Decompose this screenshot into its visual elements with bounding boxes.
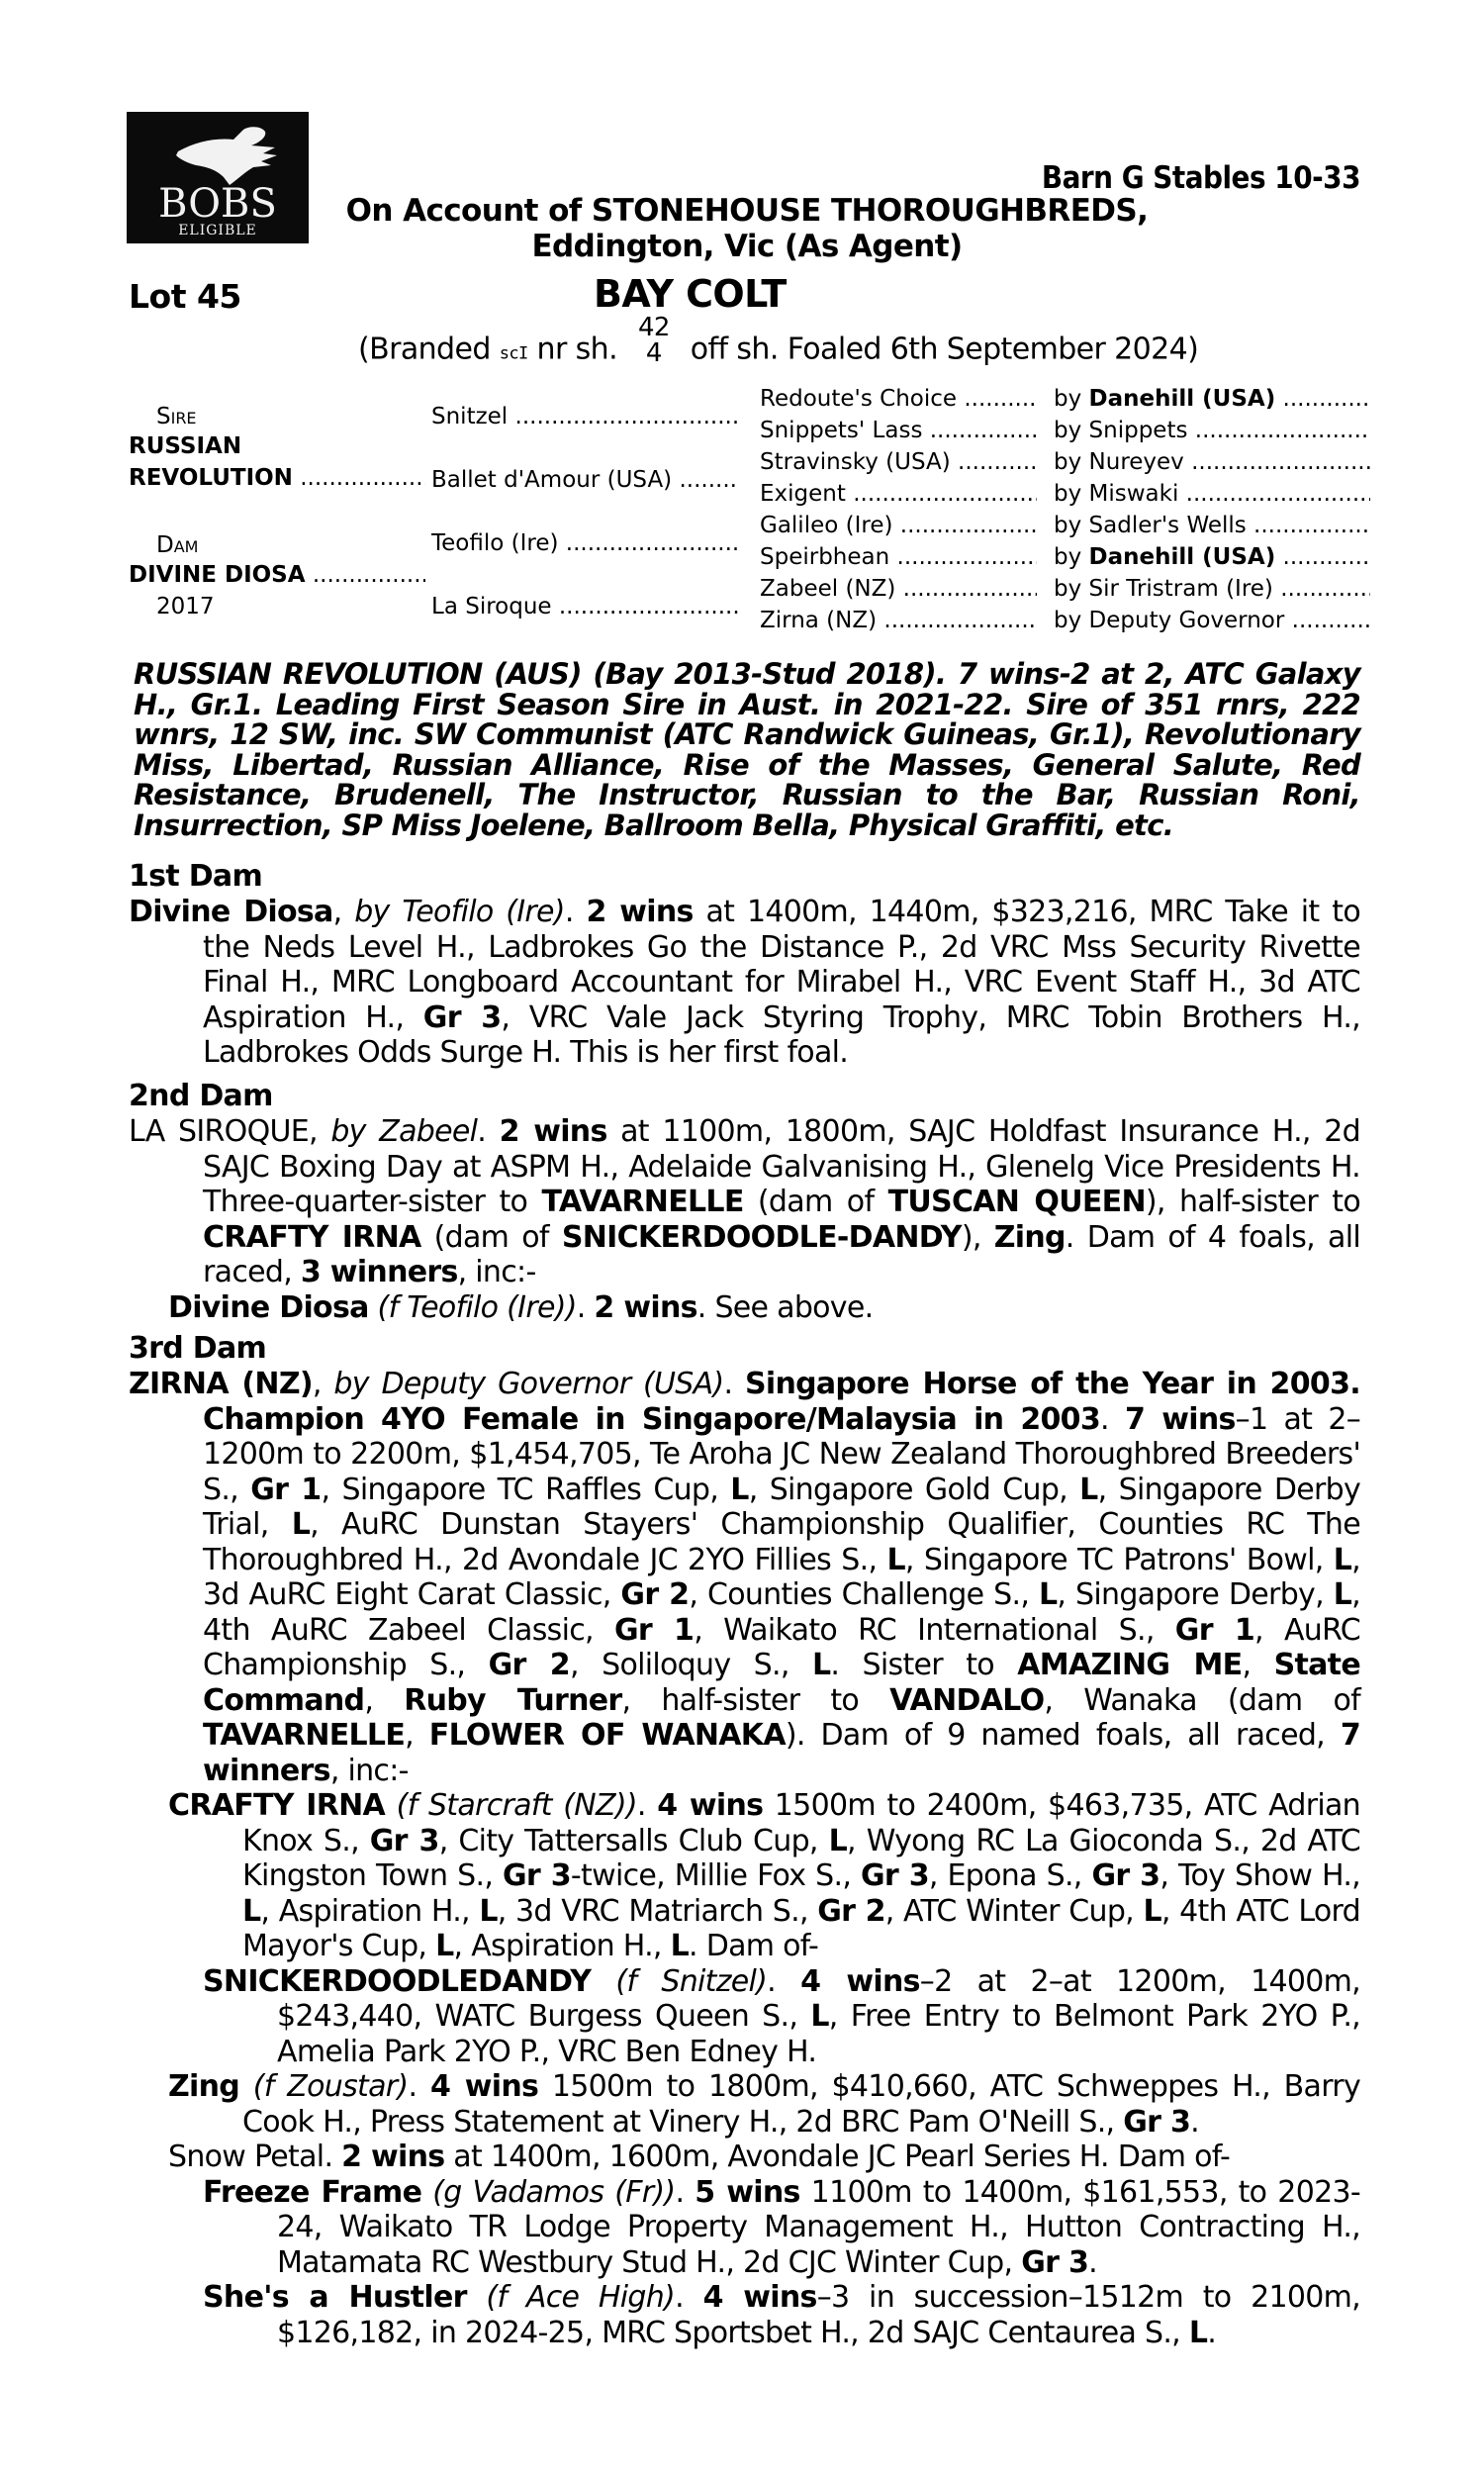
- pedigree-gen3-name: Zirna (NZ) .....: [760, 608, 1037, 633]
- horse-title: BAY COLT: [594, 272, 787, 316]
- brand-number: [638, 315, 670, 366]
- progeny-record: Divine Diosa (f Teofilo (Ire)). 2 wins. See above.: [168, 1289, 874, 1325]
- brand-number-bottom: 4: [645, 338, 662, 368]
- pedigree-gen3-sire: by Danehill (USA) .....: [1054, 544, 1370, 570]
- progeny-record: CRAFTY IRNA (f Starcraft (NZ)). 4 wins 1500m to 2400m, $463,735, ATC Adrian Knox S., Gr 3, City Tattersalls Club Cup, L, Wyong RC La Gioconda S., 2d ATC Kingston Town S., Gr 3-twice, Millie Fox S., Gr 3, Epona S., Gr 3, Toy Show H., L, Aspiration H., L, 3d VRC Matriarch S., Gr 2, ATC Winter Cup, L, 4th ATC Lord Mayor's Cup, L, Aspiration H., L. Dam of-: [168, 1788, 1361, 1963]
- progeny-record: SNICKERDOODLEDANDY (f Snitzel). 4 wins–2 at 2–at 1200m, 1400m, $243,440, WATC Burgess Queen S., L, Free Entry to Belmont Park 2YO P., Amelia Park 2YO P., VRC Ben Edney H.: [203, 1963, 1361, 2069]
- dam-record: LA SIROQUE, by Zabeel. 2 wins at 1100m, 1800m, SAJC Holdfast Insurance H., 2d SAJC Boxing Day at ASPM H., Adelaide Galvanising H., Glenelg Vice Presidents H. Three-quarter-sister to TAVARNELLE (dam of TUSCAN QUEEN), half-sister to CRAFTY IRNA (dam of SNICKERDOODLE-DANDY), Zing. Dam of 4 foals, all raced, 3 winners, inc:-: [129, 1114, 1360, 1289]
- dam-name: DIVINE DIOSA .....: [129, 562, 425, 588]
- pedigree-gen3-name: Redoute's Choice .....: [760, 386, 1037, 412]
- section-heading: 1st Dam: [129, 859, 263, 894]
- pedigree-gen2-item: Teofilo (Ire) .....: [431, 530, 738, 556]
- sire-name-line1: RUSSIAN: [129, 433, 242, 459]
- bobs-eligible-logo: [127, 112, 309, 243]
- section-heading: 2nd Dam: [129, 1079, 273, 1113]
- pedigree-gen3-sire: by Sir Tristram (Ire) .....: [1054, 576, 1370, 602]
- vendor-block: [336, 193, 1158, 264]
- pedigree-table: [129, 384, 1365, 649]
- pedigree-gen3-sire: by Miswaki .....: [1054, 481, 1370, 507]
- brand-nr: nr sh.: [536, 332, 618, 367]
- pedigree-gen2-item: La Siroque .....: [431, 594, 738, 619]
- horse-head-icon: [127, 112, 309, 243]
- pedigree-gen3-name: Zabeel (NZ) .....: [760, 576, 1037, 602]
- pedigree-gen2-item: Ballet d'Amour (USA) .....: [431, 467, 738, 493]
- sire-summary: RUSSIAN REVOLUTION (AUS) (Bay 2013-Stud 2018). 7 wins-2 at 2, ATC Galaxy H., Gr.1. Leading First Season Sire in Aust. in 2021-22. Sire of 351 rnrs, 222 wnrs, 12 SW, inc. SW Communist (ATC Randwick Guineas, Gr.1), Revolutionary Miss, Libertad, Russian Alliance, Rise of the Masses, General Salute, Red Resistance, Brudenell, The Instructor, Russian to the Bar, Russian Roni, Insurrection, SP Miss Joelene, Ballroom Bella, Physical Graffiti, etc.: [134, 657, 1360, 842]
- logo-brand-top: BOBS: [158, 181, 277, 227]
- pedigree-gen3-sire: by Danehill (USA) .....: [1054, 386, 1370, 412]
- vendor-line-1: On Account of STONEHOUSE THOROUGHBREDS,: [345, 193, 1149, 229]
- pedigree-gen3-name: Stravinsky (USA) .....: [760, 449, 1037, 475]
- sire-name-line2: REVOLUTION .....: [129, 465, 425, 491]
- pedigree-gen3-name: Galileo (Ire) .....: [760, 513, 1037, 538]
- dam-record: Divine Diosa, by Teofilo (Ire). 2 wins at 1400m, 1440m, $323,216, MRC Take it to the Neds Level H., Ladbrokes Go the Distance P., 2d VRC Mss Security Rivette Final H., MRC Longboard Accountant for Mirabel H., VRC Event Staff H., 3d ATC Aspiration H., Gr 3, VRC Vale Jack Styring Trophy, MRC Tobin Brothers H., Ladbrokes Odds Surge H. This is her first foal.: [129, 895, 1361, 1070]
- pedigree-gen3-name: Exigent .....: [760, 481, 1037, 507]
- pedigree-gen2-item: Snitzel .....: [431, 404, 738, 429]
- dam-year: 2017: [156, 594, 215, 619]
- progeny-record: Snow Petal. 2 wins at 1400m, 1600m, Avondale JC Pearl Series H. Dam of-: [168, 2140, 1231, 2174]
- brand-suffix: off sh. Foaled 6th September 2024): [690, 332, 1199, 367]
- progeny-record: She's a Hustler (f Ace High). 4 wins–3 in succession–1512m to 2100m, $126,182, in 2024-25, MRC Sportsbet H., 2d SAJC Centaurea S., L.: [203, 2280, 1360, 2350]
- pedigree-gen3-sire: by Snippets .....: [1054, 418, 1370, 443]
- progeny-record: Zing (f Zoustar). 4 wins 1500m to 1800m, $410,660, ATC Schweppes H., Barry Cook H., Press Statement at Vinery H., 2d BRC Pam O'Neill S., Gr 3.: [168, 2069, 1360, 2140]
- pedigree-gen3-sire: by Deputy Governor .....: [1054, 608, 1370, 633]
- brand-mark: scI: [499, 343, 528, 364]
- dam-label: Dam: [156, 532, 199, 558]
- lot-number: Lot 45: [129, 277, 241, 316]
- dam-section: [129, 859, 1360, 1071]
- pedigree-gen3-name: Speirbhean .....: [760, 544, 1037, 570]
- logo-brand-bottom: ELIGIBLE: [178, 223, 257, 238]
- dam-record: ZIRNA (NZ), by Deputy Governor (USA). Singapore Horse of the Year in 2003. Champion 4YO Female in Singapore/Malaysia in 2003. 7 wins–1 at 2–1200m to 2200m, $1,454,705, Te Aroha JC New Zealand Thoroughbred Breeders' S., Gr 1, Singapore TC Raffles Cup, L, Singapore Gold Cup, L, Singapore Derby Trial, L, AuRC Dunstan Stayers' Championship Qualifier, Counties RC The Thoroughbred H., 2d Avondale JC 2YO Fillies S., L, Singapore TC Patrons' Bowl, L, 3d AuRC Eight Carat Classic, Gr 2, Counties Challenge S., L, Singapore Derby, L, 4th AuRC Zabeel Classic, Gr 1, Waikato RC International S., Gr 1, AuRC Championship S., Gr 2, Soliloquy S., L. Sister to AMAZING ME, State Command, Ruby Turner, half-sister to VANDALO, Wanaka (dam of TAVARNELLE, FLOWER OF WANAKA). Dam of 9 named foals, all raced, 7 winners, inc:-: [129, 1367, 1361, 1788]
- dam-section: [129, 1079, 1360, 1325]
- barn-location: Barn G Stables 10-33: [1041, 160, 1360, 196]
- brand-number-top: 42: [637, 313, 670, 342]
- section-heading: 3rd Dam: [129, 1331, 267, 1366]
- brand-prefix: (Branded: [358, 332, 491, 367]
- pedigree-gen3-sire: by Sadler's Wells .....: [1054, 513, 1370, 538]
- vendor-line-2: Eddington, Vic (As Agent): [531, 229, 963, 264]
- progeny-record: Freeze Frame (g Vadamos (Fr)). 5 wins 1100m to 1400m, $161,553, to 2023-24, Waikato TR Lodge Property Management H., Hutton Contracting H., Matamata RC Westbury Stud H., 2d CJC Winter Cup, Gr 3.: [203, 2174, 1360, 2280]
- brand-foaled-line: [358, 313, 1199, 376]
- dam-section: [129, 1331, 1360, 2350]
- pedigree-gen3-sire: by Nureyev .....: [1054, 449, 1370, 475]
- pedigree-gen3-name: Snippets' Lass .....: [760, 418, 1037, 443]
- sire-label: Sire: [156, 404, 197, 429]
